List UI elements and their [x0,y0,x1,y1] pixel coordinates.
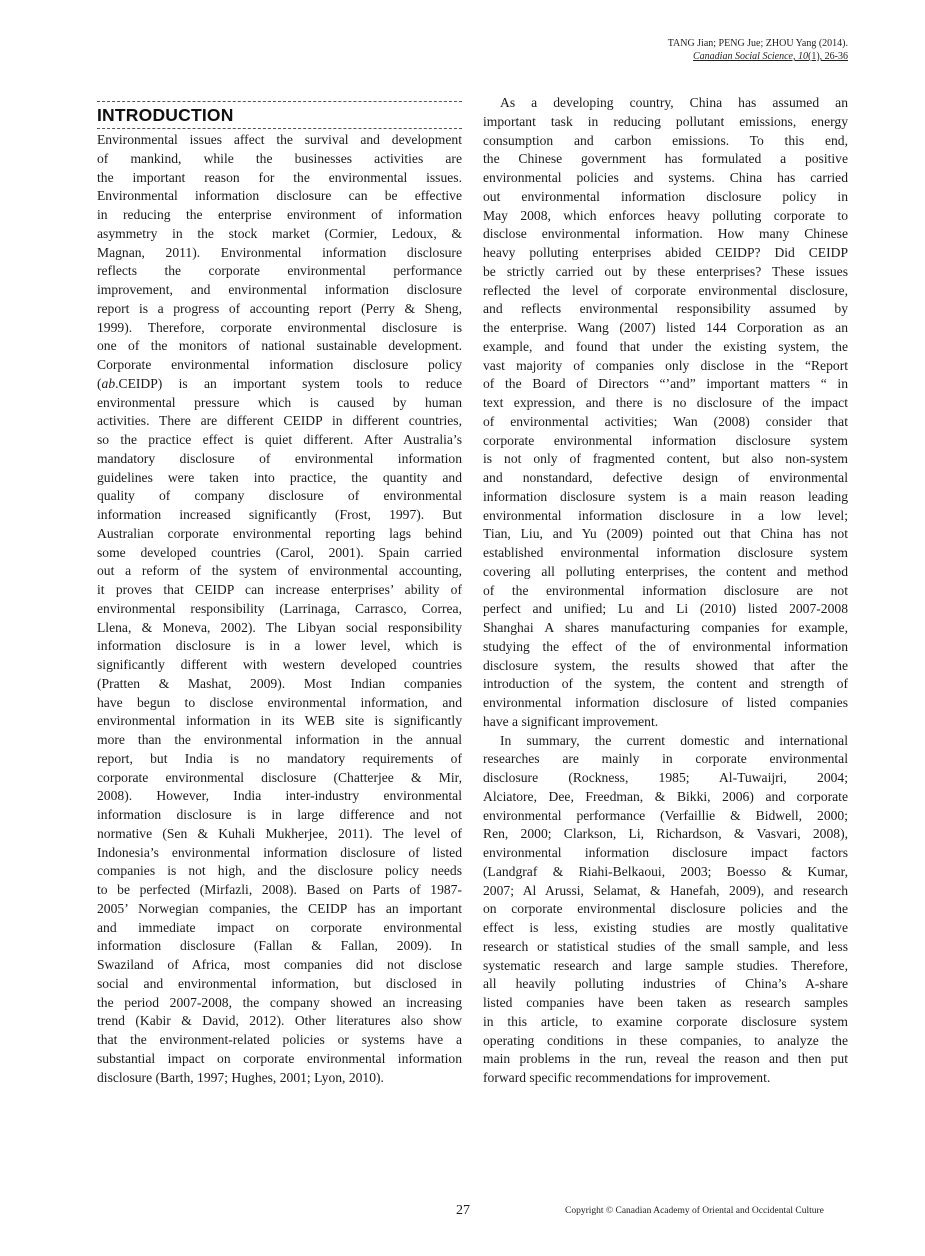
text-line: asymmetry in the stock market (Cormier, Ledoux, & [97,225,462,241]
text-line: example, and found that under the existing system, the [483,338,848,354]
text-line: reflects the corporate environmental performance [97,263,462,279]
left-column [97,131,462,1087]
text-line: 1999). Therefore, corporate environmental disclosure is [97,319,462,335]
text-line: As a developing country, China has assumed an [500,95,848,110]
text-line: one of the monitors of national sustainable development. [97,338,462,354]
text-segment: ( [97,375,102,391]
text-line: the enterprise. Wang (2007) listed 144 Corporation as an [483,320,848,335]
italic-term: ab [101,375,116,391]
text-line: important task in reducing pollutant emissions, energy [483,113,848,129]
text-line: activities. There are different CEIDP in different countries, [97,413,462,429]
text-line: environmental information disclosure of listed companies [483,695,848,710]
text-line: guidelines were taken into practice, the quantity and [97,469,462,485]
text-line: Swaziland of Africa, most companies did not disclose [97,957,462,972]
text-line: quality of company disclosure of environmental [97,488,462,504]
text-line: more than the environmental information in the annual [97,732,462,747]
text-line: perfect and unified; Lu and Li (2010) listed 2007-2008 [483,601,848,617]
text-line: covering all polluting enterprises, the content and method [483,563,848,579]
text-line: environmental pressure which is caused by human [97,394,462,410]
text-line: Ren, 2000; Clarkson, Li, Richardson, & Vasvari, 2008), [483,826,848,842]
text-line: is not only of fragmented content, but also non-system [483,451,848,467]
text-line: of mankind, while the businesses activities are [97,150,462,166]
text-line: trend (Kabir & David, 2012). Other literatures also show [97,1013,462,1029]
text-line: information increased significantly (Frost, 1997). But [97,507,462,522]
text-line: environmental information disclosure impact factors [483,845,848,860]
text-line: of the environmental information disclosure are not [483,582,848,598]
text-line: information disclosure (Fallan & Fallan, 2009). In [97,938,462,954]
text-line: companies is not high, and the disclosure policy needs [97,863,462,879]
text-line: In summary, the current domestic and international [500,732,848,748]
text-line: Llena, & Moneva, 2002). The Libyan social responsibility [97,619,462,635]
text-line: forward specific recommendations for improvement. [483,1070,771,1085]
text-line: the Chinese government has formulated a positive [483,151,848,167]
running-head-journal[interactable] [668,50,848,63]
text-line: May 2008, which enforces heavy polluting corporate to [483,207,848,223]
text-line: mandatory disclosure of environmental information [97,450,462,466]
text-line: information disclosure is in a lower level, which is [97,638,462,654]
running-head [668,37,848,63]
text-line: information disclosure is in large difference and not [97,807,462,822]
text-line: environmental responsibility (Larrinaga, Carrasco, Correa, [97,600,462,616]
text-line: Magnan, 2011). Environmental information disclosure [97,244,462,260]
text-line: research or statistical studies of the small sample, and less [483,938,848,954]
text-line: main problems in the run, reveal the reason and then put [483,1051,848,1067]
text-line: of the Board of Directors “’and” important matters “ in [483,376,848,392]
text-line: text expression, and there is no disclosure of the impact [483,395,848,410]
text-line: improvement, and environmental information disclosure [97,282,462,297]
journal-name: Canadian Social Science, [693,51,796,62]
text-line: disclosure system, the results showed that after the [483,657,848,673]
running-head-citation: TANG Jian; PENG Jue; ZHOU Yang (2014). [667,38,848,49]
text-line: 2005’ Norwegian companies, the CEIDP has an important [97,900,462,916]
text-line: be strictly carried out by these enterprises? These issues [483,263,848,279]
text-line: disclosure (Barth, 1997; Hughes, 2001; Lyon, 2010). [97,1069,384,1085]
journal-volume: 10 [798,51,808,62]
text-line: in this article, to examine corporate disclosure system [483,1013,848,1029]
text-line: Environmental issues affect the survival and development [97,132,462,147]
text-line: 2008). However, India inter-industry environmental [97,788,462,804]
text-line: and immediate impact on corporate environmental [97,919,462,935]
section-heading [97,101,462,129]
text-line: all heavily polluting industries of China’s A-share [483,976,848,992]
text-line: reflected the level of corporate environmental disclosure, [483,282,848,298]
text-line: studying the effect of the of environmental information [483,638,848,654]
text-line: substantial impact on corporate environmental information [97,1050,462,1066]
text-line: some developed countries (Carol, 2001). Spain carried [97,544,462,560]
text-line: have begun to disclose environmental information, and [97,694,462,710]
text-line: disclosure (Rockness, 1985; Al-Tuwaijri, 2004; [483,770,848,785]
text-line: introduction of the system, the content and strength of [483,676,848,692]
text-line: it proves that CEIDP can increase enterprises’ ability of [97,582,462,597]
text-line: established environmental information disclosure system [483,545,848,560]
journal-issue-pages: (1), 26-36 [808,51,848,62]
text-line: systematic research and large sample studies. Therefore, [483,957,848,973]
text-line: (Landgraf & Riahi-Belkaoui, 2003; Boesso & Kumar, [483,863,848,879]
text-line: environmental performance (Verfaillie & Bidwell, 2000; [483,807,848,823]
text-line: have a significant improvement. [483,713,659,729]
text-line: to be perfected (Mirfazli, 2008). Based on Parts of 1987- [97,882,462,897]
text-line: heavy polluting enterprises abided CEIDP? Did CEIDP [483,245,848,260]
text-line: environmental information in its WEB site is significantly [97,713,462,729]
text-line: researches are mainly in corporate environmental [483,751,848,767]
text-line: report, but India is no mandatory requirements of [97,750,462,766]
paragraph [483,732,848,1088]
text-line: 2007; Al Arussi, Selamat, & Hanefah, 2009), and research [483,882,848,898]
text-line: and reflects environmental responsibility assumed by [483,301,848,317]
text-line: of environmental activities; Wan (2008) consider that [483,413,848,429]
text-line: the period 2007-2008, the company showed an increasing [97,994,462,1010]
page-number: 27 [456,1203,470,1218]
text-line: the important reason for the environmental issues. [97,169,462,185]
text-line [97,375,462,394]
text-line: vast majority of companies only disclose in the “Report [483,357,848,373]
text-line: (Pratten & Mashat, 2009). Most Indian companies [97,675,462,691]
text-line: and nonstandard, defective design of environmental [483,470,848,485]
copyright-notice: Copyright © Canadian Academy of Oriental and Occidental Culture [565,1206,824,1216]
text-line: that the environment-related policies or systems have a [97,1032,462,1047]
text-line: in reducing the enterprise environment of information [97,207,462,222]
text-line: social and environmental information, but disclosed in [97,975,462,991]
text-segment: .CEIDP) is an important system tools to reduce [115,375,462,391]
text-line: effect is less, existing studies are mostly qualitative [483,920,848,935]
text-line: significantly different with western developed countries [97,657,462,672]
text-line: operating conditions in these companies, to analyze the [483,1032,848,1048]
text-line: out a reform of the system of environmental accounting, [97,563,462,579]
text-line: environmental information disclosure in a low level; [483,507,848,523]
paragraph [483,94,848,732]
text-line: disclose environmental information. How many Chinese [483,226,848,242]
text-line: corporate environmental disclosure (Chatterjee & Mir, [97,769,462,785]
text-line: Indonesia’s environmental information disclosure of listed [97,844,462,860]
text-line: Corporate environmental information disclosure policy [97,357,462,372]
text-line: Shanghai A shares manufacturing companies for example, [483,620,848,635]
section-title: INTRODUCTION [97,105,234,125]
text-line: so the practice effect is quiet different. After Australia’s [97,432,462,447]
text-line: Alciatore, Dee, Freedman, & Bikki, 2006) and corporate [483,788,848,804]
text-line: environmental policies and systems. China has carried [483,170,848,185]
text-line: normative (Sen & Kuhali Mukherjee, 2011). The level of [97,825,462,841]
paragraph [97,131,462,1087]
text-line: Tian, Liu, and Yu (2009) pointed out that China has not [483,526,848,542]
text-line: information disclosure system is a main reason leading [483,488,848,504]
section-rule-bottom [97,128,462,129]
text-line: listed companies have been taken as research samples [483,995,848,1010]
text-line: corporate environmental information disclosure system [483,432,848,448]
text-line: Environmental information disclosure can be effective [97,188,462,204]
text-line: consumption and carbon emissions. To this end, [483,132,848,148]
text-line: report is a progress of accounting report (Perry & Sheng, [97,300,462,316]
text-line: out environmental information disclosure policy in [483,188,848,204]
right-column [483,94,848,1088]
text-line: Australian corporate environmental reporting lags behind [97,525,462,541]
text-line: on corporate environmental disclosure policies and the [483,901,848,917]
